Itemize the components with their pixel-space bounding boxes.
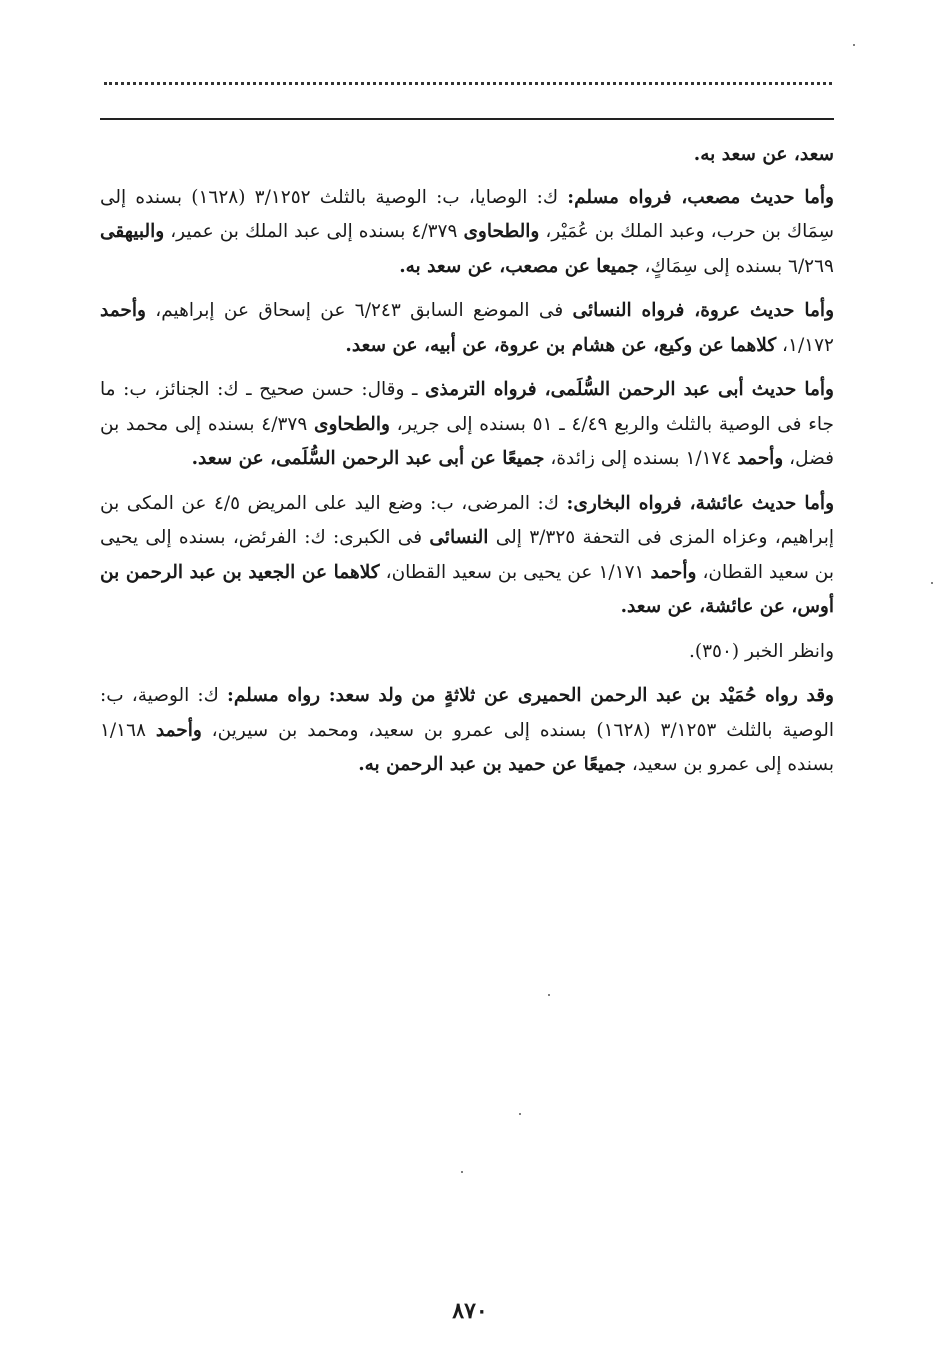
text-segment: كلاهما عن وكيع، عن هشام بن عروة، عن أبيه، عن سعد. [345,334,777,356]
text-segment: والطحاوى [314,413,390,435]
text-segment: ١/١٦٨ بسنده إلى عمرو بن سعيد، [100,719,834,775]
text-segment: وأحمد [100,300,146,321]
text-segment: ٤/٣٧٩ بسنده إلى محمد بن فضل، [100,413,834,469]
header-dotted-line [104,82,832,85]
text-segment: وأما حديث أبى عبد الرحمن السُّلَمى، فرواه الترمذى [424,379,834,400]
text-segment: فى الموضع السابق ٦/٢٤٣ عن إسحاق عن إبراهيم، [145,300,573,321]
text-segment: كلاهما عن الجعيد بن عبد الرحمن بن أوس، عن عائشة، عن سعد. [100,561,834,617]
header-rule [100,118,834,120]
text-segment: ك: المرضى، ب: وضع اليد على المريض ٤/٥ عن المكى بن إبراهيم، وعزاه المزى فى التحفة ٣/٣٢٥ إلى [100,492,834,548]
paragraph-2 [100,294,834,363]
text-segment: النسائى [429,527,489,548]
text-segment: ٤/٣٧٩ بسنده إلى عبد الملك بن عمير، [164,221,464,242]
scan-speck [931,582,933,584]
scan-speck [519,1113,521,1115]
paragraph-3 [100,373,834,477]
scan-speck [461,1171,463,1173]
paragraph-1 [100,181,834,285]
text-segment: جميعًا عن حميد بن عبد الرحمن به. [358,754,626,775]
text-segment: ـ وقال: حسن صحيح ـ ك: الجنائز، ب: ما جاء فى الوصية بالثلث والربع ٤/٤٩ ـ ٥١ بسنده إلى جرير، [100,379,834,435]
text-segment: ١/١٧١ عن يحيى بن سعيد القطان، [379,561,651,583]
scan-speck [853,44,855,46]
text-segment: وقد رواه حُمَيْد بن عبد الرحمن الحميرى عن ثلاثةٍ من ولد سعد: رواه مسلم: [227,685,834,706]
paragraph-0 [100,138,834,173]
scan-speck [548,994,550,996]
text-segment: ١/١٧٢، [776,334,834,356]
text-segment: وأحمد [155,719,202,741]
paragraph-4 [100,487,834,625]
text-segment: والبيهقى [100,221,165,242]
text-segment: وأما حديث عائشة، فرواه البخارى: [566,492,835,514]
text-segment: ٦/٢٦٩ بسنده إلى سِمَاكٍ، [638,255,834,277]
paragraph-6 [100,679,834,783]
page-body [100,138,834,793]
paragraph-5 [100,635,834,670]
text-segment: فى الكبرى: ك: الفرئض، بسنده إلى يحيى بن سعيد القطان، [100,527,834,583]
text-segment: وأحمد [650,561,697,583]
text-segment: ك: الوصية، ب: الوصية بالثلث ٣/١٢٥٣ (١٦٢٨) بسنده إلى عمرو بن سعيد، ومحمد بن سيرين، [100,685,834,741]
text-segment: جميعا عن مصعب، عن سعد به. [399,255,639,277]
text-segment: ك: الوصايا، ب: الوصية بالثلث ٣/١٢٥٢ (١٦٢٨) بسنده إلى سِمَاك بن حرب، وعبد الملك بن عُمَيْر، [100,186,834,242]
text-segment: سعد، عن سعد به. [693,144,834,165]
text-segment: وأحمد [737,448,784,469]
text-segment: وأما حديث عروة، فرواه النسائى [572,300,834,321]
text-segment: والطحاوى [463,221,540,242]
text-segment: وانظر الخبر (٣٥٠). [688,640,834,662]
page-number: ٨٧٠ [452,1298,488,1324]
text-segment: ١/١٧٤ بسنده إلى زائدة، [544,448,738,469]
text-segment: جميعًا عن أبى عبد الرحمن السُّلَمى، عن سعد. [191,448,545,469]
text-segment: وأما حديث مصعب، فرواه مسلم: [567,186,834,208]
